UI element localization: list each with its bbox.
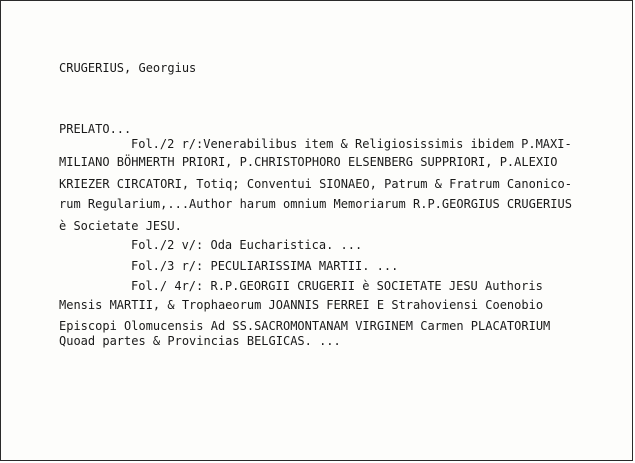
entry-line: KRIEZER CIRCATORI, Totiq; Conventui SIONAEO, Patrum & Fratrum Canonico- <box>59 177 572 191</box>
author-heading: CRUGERIUS, Georgius <box>59 61 197 75</box>
entry-line: Fol./3 r/: PECULIARISSIMA MARTII. ... <box>131 259 399 273</box>
section-label: PRELATO... <box>59 122 132 136</box>
entry-line: Fol./2 v/: Oda Eucharistica. ... <box>131 238 363 252</box>
entry-line: Mensis MARTII, & Trophaeorum JOANNIS FERREI E Strahoviensi Coenobio <box>59 298 544 312</box>
entry-line: Fol./2 r/:Venerabilibus item & Religiosissimis ibidem P.MAXI- <box>131 137 572 151</box>
entry-line: MILIANO BÖHMERTH PRIORI, P.CHRISTOPHORO ELSENBERG SUPPRIORI, P.ALEXIO <box>59 155 558 169</box>
entry-line: rum Regularium,...Author harum omnium Memoriarum R.P.GEORGIUS CRUGERIUS <box>59 197 572 211</box>
entry-line: Quoad partes & Provincias BELGICAS. ... <box>59 334 341 348</box>
entry-line: Episcopi Olomucensis Ad SS.SACROMONTANAM VIRGINEM Carmen PLACATORIUM <box>59 319 551 333</box>
entry-line: Fol./ 4r/: R.P.GEORGII CRUGERII è SOCIETATE JESU Authoris <box>131 279 543 293</box>
entry-line: è Societate JESU. <box>59 219 182 233</box>
